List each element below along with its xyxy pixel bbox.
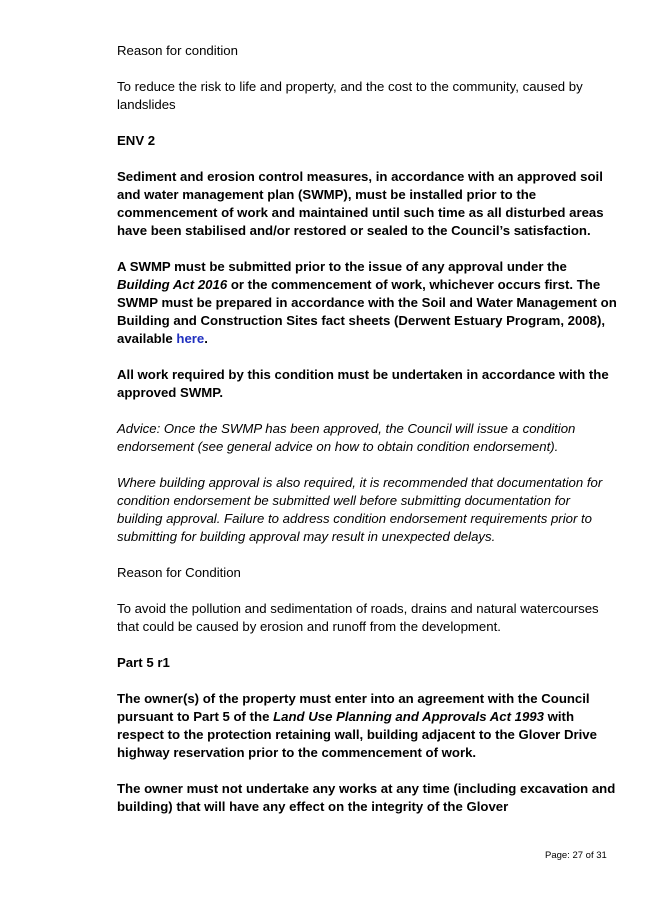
env2-paragraph-3: All work required by this condition must be undertaken in accordance with the approved SWMP. [117, 367, 609, 400]
part5-paragraph-1 [117, 690, 617, 762]
env2-paragraph-2-middle: or the commencement of work, whichever occurs first. The SWMP must be prepared in accordance with the Soil and Water Management on Building and Construction Sites fact sheets (Derwent Estuary Program, 2008), available [117, 277, 617, 346]
env2-paragraph-1: Sediment and erosion control measures, in accordance with an approved soil and water management plan (SWMP), must be installed prior to the commencement of work and maintained until such time as all disturbed areas have been stabilised and/or restored or sealed to the Council’s satisfaction. [117, 169, 604, 238]
reason-heading-2: Reason for Condition [117, 565, 241, 580]
part5-paragraph-2: The owner must not undertake any works at any time (including excavation and building) that will have any effect on the integrity of the Glover [117, 781, 616, 814]
reason-text: To reduce the risk to life and property, and the cost to the community, caused by landslides [117, 79, 583, 112]
part5-heading: Part 5 r1 [117, 655, 170, 670]
advice-paragraph: Advice: Once the SWMP has been approved, the Council will issue a condition endorsement (see general advice on how to obtain condition endorsement). [117, 421, 576, 454]
swmp-fact-sheets-link[interactable]: here [176, 331, 205, 346]
env2-heading: ENV 2 [117, 133, 156, 148]
reason-text-2: To avoid the pollution and sedimentation of roads, drains and natural watercourses that could be caused by erosion and runoff from the development. [117, 601, 599, 634]
reason-heading: Reason for condition [117, 43, 238, 58]
lupaa-title: Land Use Planning and Approvals Act 1993 [273, 709, 544, 724]
env2-paragraph-2 [117, 258, 617, 348]
part5-paragraph-1-end: with respect to the protection retaining wall, building adjacent to the Glover Drive highway reservation prior to the commencement of work. [117, 709, 597, 760]
building-approval-paragraph: Where building approval is also required, it is recommended that documentation for condition endorsement be submitted well before submitting documentation for building approval. Failure to address condition endorsement requirements prior to submitting for building approval may result in unexpected delays. [117, 475, 603, 544]
part5-paragraph-1-start: The owner(s) of the property must enter into an agreement with the Council pursuant to Part 5 of the [117, 691, 590, 724]
building-act-title: Building Act 2016 [117, 277, 228, 292]
env2-paragraph-2-end: . [204, 331, 208, 346]
env2-paragraph-2-start: A SWMP must be submitted prior to the issue of any approval under the [117, 259, 567, 274]
page-number: Page: 27 of 31 [545, 850, 607, 861]
document-body [117, 42, 617, 834]
